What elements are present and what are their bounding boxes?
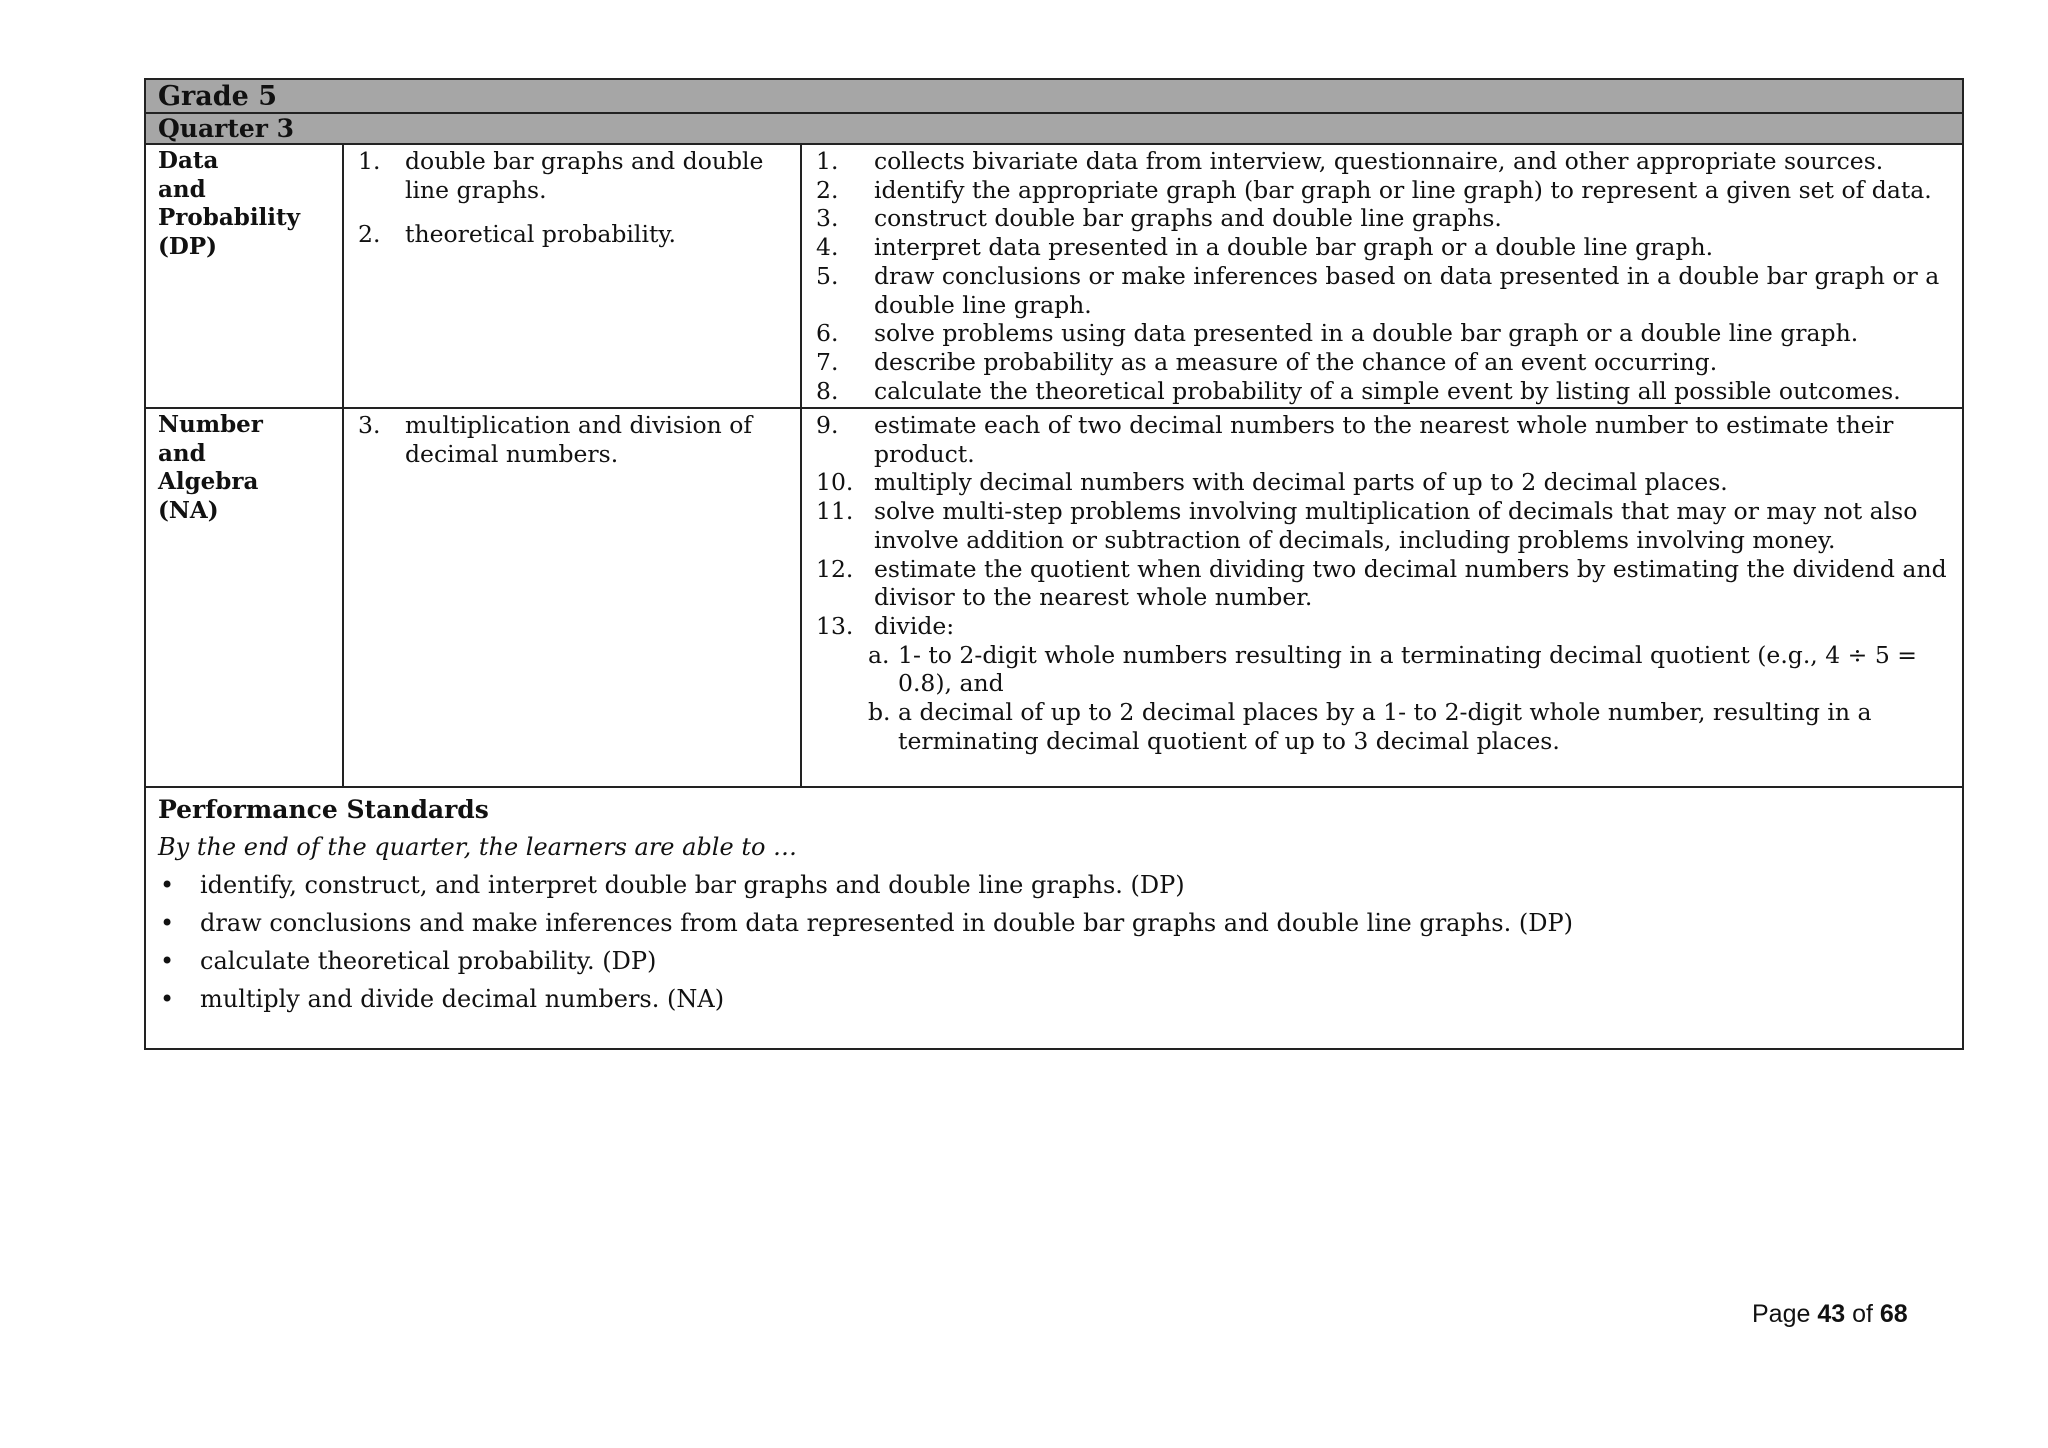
domain-line: and — [158, 175, 206, 203]
domain-line: and — [158, 439, 206, 467]
grade-label: Grade 5 — [158, 80, 278, 112]
quarter-label: Quarter 3 — [158, 114, 295, 143]
domain-line: Data — [158, 147, 219, 174]
sub-item-letter: a. — [868, 640, 890, 669]
footer-of: of — [1845, 1300, 1880, 1328]
list-item — [816, 411, 1948, 468]
performance-standards — [146, 788, 1962, 1048]
item-text: collects bivariate data from interview, questionnaire, and other appropriate sources. — [874, 147, 1884, 175]
content-cell — [344, 145, 802, 407]
curriculum-table — [144, 78, 1964, 1050]
item-number: 2. — [816, 175, 839, 204]
quarter-header — [146, 114, 1962, 145]
sub-item — [816, 698, 1948, 755]
item-text: identify the appropriate graph (bar graph or line graph) to represent a given set of data. — [874, 175, 1932, 204]
list-item — [358, 411, 790, 468]
item-text: calculate the theoretical probability of a simple event by listing all possible outcomes. — [874, 376, 1901, 405]
item-text: multiplication and division of decimal numbers. — [405, 411, 753, 468]
bullet-text: draw conclusions and make inferences from data represented in double bar graphs and double line graphs. (DP) — [200, 909, 1573, 937]
item-text: double bar graphs and double line graphs. — [405, 147, 764, 204]
list-item — [816, 233, 1948, 262]
content-cell — [344, 409, 802, 786]
performance-intro: By the end of the quarter, the learners are able to … — [158, 833, 798, 861]
item-number: 6. — [816, 319, 839, 348]
domain-line: (NA) — [158, 497, 219, 525]
list-item — [816, 262, 1948, 319]
list-item — [816, 555, 1948, 612]
list-item — [816, 377, 1948, 406]
bullet-text: multiply and divide decimal numbers. (NA) — [200, 985, 725, 1013]
item-number: 2. — [358, 220, 381, 249]
competencies-cell — [802, 409, 1962, 786]
sub-item-text: 1- to 2-digit whole numbers resulting in a terminating decimal quotient (e.g., 4 ÷ 5 = 0.8), and — [898, 640, 1917, 698]
item-text: interpret data presented in a double bar graph or a double line graph. — [874, 233, 1714, 262]
page-footer — [1752, 1300, 1908, 1329]
item-text: estimate each of two decimal numbers to the nearest whole number to estimate their product. — [874, 411, 1894, 468]
domain-line: Algebra — [158, 468, 259, 496]
domain-cell — [146, 409, 344, 786]
item-number: 10. — [816, 468, 854, 497]
item-text: divide: — [874, 611, 955, 640]
page-total: 68 — [1879, 1300, 1908, 1328]
grade-header — [146, 80, 1962, 114]
item-number: 11. — [816, 497, 854, 526]
item-number: 12. — [816, 554, 854, 583]
page-number: 43 — [1817, 1300, 1846, 1328]
competencies-cell — [802, 145, 1962, 407]
table-row-dp — [146, 145, 1962, 409]
list-item — [816, 348, 1948, 377]
list-item — [816, 468, 1948, 497]
item-text: multiply decimal numbers with decimal parts of up to 2 decimal places. — [874, 468, 1728, 497]
domain-line: (DP) — [158, 233, 218, 261]
item-number: 3. — [358, 411, 381, 439]
item-number: 8. — [816, 376, 839, 405]
table-row-na — [146, 409, 1962, 788]
sub-item — [816, 641, 1948, 698]
item-text: solve problems using data presented in a double bar graph or a double line graph. — [874, 319, 1859, 348]
list-item — [816, 612, 1948, 641]
item-text: estimate the quotient when dividing two decimal numbers by estimating the dividend and divisor to the nearest whole number. — [874, 554, 1947, 612]
bullet-icon: • — [160, 909, 175, 937]
bullet-item — [158, 904, 1950, 942]
item-text: describe probability as a measure of the chance of an event occurring. — [874, 347, 1718, 376]
item-number: 4. — [816, 233, 839, 262]
bullet-icon: • — [160, 871, 175, 899]
item-text: draw conclusions or make inferences based on data presented in a double bar graph or a double line graph. — [874, 261, 1940, 319]
bullet-item — [158, 942, 1950, 980]
bullet-icon: • — [160, 985, 175, 1013]
bullet-text: identify, construct, and interpret double bar graphs and double line graphs. (DP) — [200, 871, 1185, 899]
list-item — [816, 497, 1948, 554]
performance-title: Performance Standards — [158, 795, 489, 824]
list-item — [816, 319, 1948, 348]
bullet-item — [158, 866, 1950, 904]
item-number: 13. — [816, 611, 854, 640]
item-number: 1. — [816, 147, 839, 175]
item-text: solve multi-step problems involving multiplication of decimals that may or may not also involve addition or subtraction of decimals, including problems involving money. — [874, 497, 1918, 554]
domain-line: Probability — [158, 204, 301, 232]
footer-prefix: Page — [1752, 1300, 1818, 1328]
bullet-icon: • — [160, 947, 175, 975]
list-item — [358, 220, 790, 249]
item-text: construct double bar graphs and double line graphs. — [874, 204, 1502, 233]
sub-item-text: a decimal of up to 2 decimal places by a 1- to 2-digit whole number, resulting in a terminating decimal quotient of up to 3 decimal places. — [898, 698, 1872, 755]
item-number: 9. — [816, 411, 839, 439]
domain-cell — [146, 145, 344, 407]
list-item — [358, 147, 790, 204]
item-number: 1. — [358, 147, 381, 175]
list-item — [816, 147, 1948, 176]
item-text: theoretical probability. — [405, 220, 677, 249]
domain-line: Number — [158, 411, 263, 438]
item-number: 5. — [816, 261, 839, 290]
bullet-text: calculate theoretical probability. (DP) — [200, 947, 657, 975]
item-number: 3. — [816, 204, 839, 233]
list-item — [816, 204, 1948, 233]
list-item — [816, 176, 1948, 205]
bullet-item — [158, 980, 1950, 1018]
item-number: 7. — [816, 347, 839, 376]
sub-item-letter: b. — [868, 698, 891, 727]
